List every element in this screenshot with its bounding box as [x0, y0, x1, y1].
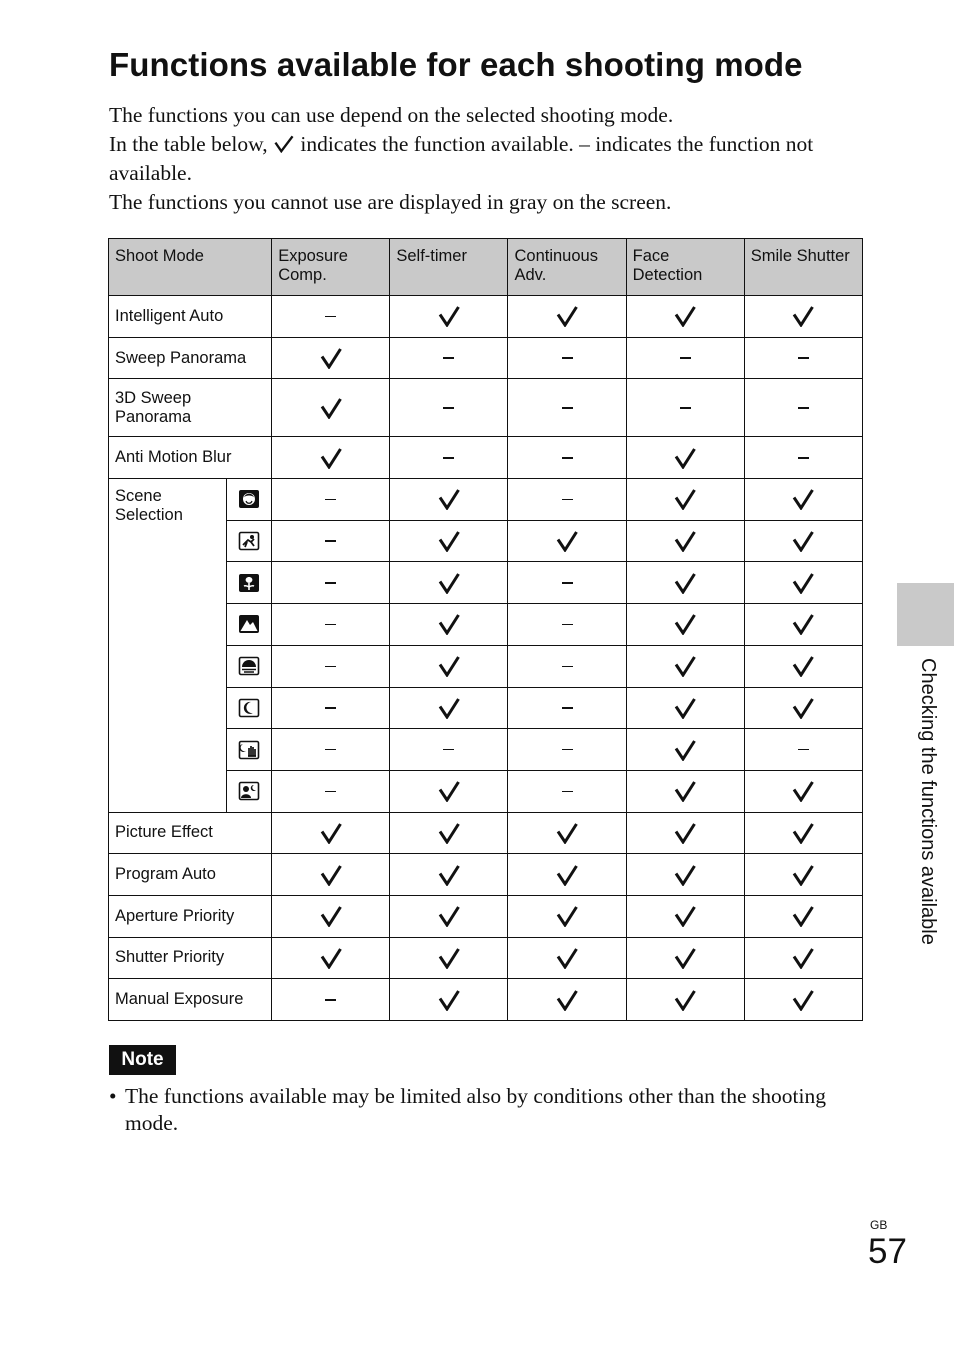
mode-name-cell: Aperture Priority [109, 895, 272, 937]
dash-mark [798, 457, 809, 459]
value-cell [744, 562, 862, 604]
table-row [109, 437, 863, 479]
region-code: GB [870, 1218, 888, 1232]
check-mark-icon [437, 947, 461, 969]
check-mark-icon [791, 780, 815, 802]
dash-mark [325, 707, 336, 709]
mode-name-cell: Manual Exposure [109, 979, 272, 1021]
value-cell [390, 937, 508, 979]
value-cell [508, 812, 626, 854]
handheld-twilight-scene-icon [238, 740, 260, 760]
dash-mark [562, 749, 573, 751]
value-cell [626, 895, 744, 937]
value-cell [272, 437, 390, 479]
value-cell [508, 604, 626, 646]
night-scene-icon [238, 698, 260, 718]
value-cell [508, 979, 626, 1021]
check-mark-icon [673, 864, 697, 886]
dash-mark [443, 357, 454, 359]
value-cell [390, 895, 508, 937]
check-mark-icon [437, 780, 461, 802]
check-mark-icon [673, 989, 697, 1011]
dash-mark [325, 749, 336, 751]
check-mark-icon [673, 739, 697, 761]
table-row [109, 479, 863, 521]
value-cell [626, 520, 744, 562]
check-mark-icon [319, 822, 343, 844]
table-header-row [109, 239, 863, 296]
value-cell [390, 687, 508, 729]
value-cell [508, 729, 626, 771]
value-cell [390, 812, 508, 854]
scene-icon-cell [227, 479, 272, 521]
value-cell [744, 604, 862, 646]
value-cell [744, 520, 862, 562]
mode-name-cell: Program Auto [109, 854, 272, 896]
value-cell [272, 604, 390, 646]
value-cell [272, 895, 390, 937]
dash-mark [798, 407, 809, 409]
column-header: Exposure Comp. [272, 239, 390, 296]
check-mark-icon [555, 947, 579, 969]
dash-mark [325, 499, 336, 501]
value-cell [508, 895, 626, 937]
intro-line-2 [109, 130, 869, 188]
side-section-label: Checking the functions available [917, 658, 939, 945]
dash-mark [798, 357, 809, 359]
check-mark-icon [673, 697, 697, 719]
table-row [109, 812, 863, 854]
value-cell [390, 854, 508, 896]
value-cell [390, 770, 508, 812]
value-cell [390, 479, 508, 521]
dash-mark [325, 540, 336, 542]
value-cell [744, 770, 862, 812]
check-mark-icon [437, 530, 461, 552]
value-cell [744, 479, 862, 521]
scene-icon-cell [227, 562, 272, 604]
dash-mark [325, 999, 336, 1001]
value-cell [272, 337, 390, 379]
mode-name-cell: Intelligent Auto [109, 296, 272, 338]
value-cell [272, 296, 390, 338]
check-mark-icon [673, 905, 697, 927]
value-cell [626, 437, 744, 479]
note-badge: Note [109, 1045, 176, 1075]
dash-mark [562, 707, 573, 709]
night-portrait-scene-icon [238, 781, 260, 801]
check-mark-icon [319, 864, 343, 886]
intro-line-2-start: In the table below, [109, 132, 273, 156]
value-cell [272, 729, 390, 771]
mode-name-cell: Anti Motion Blur [109, 437, 272, 479]
check-mark-icon [791, 655, 815, 677]
value-cell [390, 645, 508, 687]
check-mark-icon [673, 305, 697, 327]
landscape-scene-icon [238, 614, 260, 634]
scene-icon-cell [227, 687, 272, 729]
table-row [109, 854, 863, 896]
note-text: The functions available may be limited also by conditions other than the shooting mode. [125, 1084, 826, 1135]
value-cell [626, 854, 744, 896]
value-cell [626, 645, 744, 687]
value-cell [626, 562, 744, 604]
check-mark-icon [673, 613, 697, 635]
scene-icon-cell [227, 729, 272, 771]
check-mark-icon [319, 397, 343, 419]
value-cell [626, 479, 744, 521]
value-cell [272, 562, 390, 604]
value-cell [626, 337, 744, 379]
check-mark-icon [673, 780, 697, 802]
note-item [109, 1083, 863, 1137]
check-mark-icon [791, 864, 815, 886]
dash-mark [443, 407, 454, 409]
value-cell [272, 854, 390, 896]
value-cell [272, 520, 390, 562]
value-cell [390, 437, 508, 479]
functions-table [108, 238, 863, 1021]
value-cell [744, 437, 862, 479]
dash-mark [325, 624, 336, 626]
dash-mark [325, 316, 336, 318]
table-row [109, 379, 863, 437]
dash-mark [443, 749, 454, 751]
check-mark-icon [437, 822, 461, 844]
value-cell [744, 812, 862, 854]
value-cell [508, 379, 626, 437]
value-cell [626, 729, 744, 771]
check-mark-icon [791, 305, 815, 327]
dash-mark [562, 791, 573, 793]
check-mark-icon [273, 135, 295, 153]
mode-name-cell: Shutter Priority [109, 937, 272, 979]
value-cell [508, 437, 626, 479]
value-cell [272, 770, 390, 812]
value-cell [272, 645, 390, 687]
dash-mark [325, 791, 336, 793]
dash-mark [562, 624, 573, 626]
value-cell [744, 337, 862, 379]
intro-line-3: The functions you cannot use are displayed in gray on the screen. [109, 190, 672, 214]
value-cell [508, 337, 626, 379]
check-mark-icon [319, 447, 343, 469]
value-cell [390, 379, 508, 437]
dash-mark [562, 457, 573, 459]
intro-line-2-end: indicates the function available. – indicates the function not available. [109, 132, 814, 185]
dash-mark [562, 499, 573, 501]
macro-scene-icon [238, 573, 260, 593]
value-cell [390, 296, 508, 338]
check-mark-icon [673, 572, 697, 594]
page-number: 57 [868, 1232, 907, 1271]
check-mark-icon [319, 347, 343, 369]
mode-name-cell: 3D Sweep Panorama [109, 379, 272, 437]
check-mark-icon [673, 488, 697, 510]
dash-mark [325, 666, 336, 668]
sports-action-scene-icon [238, 531, 260, 551]
value-cell [508, 296, 626, 338]
scene-selection-label: Scene Selection [109, 479, 227, 813]
value-cell [508, 687, 626, 729]
check-mark-icon [673, 947, 697, 969]
scene-icon-cell [227, 645, 272, 687]
check-mark-icon [437, 305, 461, 327]
scene-icon-cell [227, 604, 272, 646]
check-mark-icon [319, 905, 343, 927]
value-cell [744, 379, 862, 437]
value-cell [508, 479, 626, 521]
check-mark-icon [555, 822, 579, 844]
dash-mark [680, 357, 691, 359]
check-mark-icon [555, 864, 579, 886]
value-cell [744, 729, 862, 771]
check-mark-icon [437, 655, 461, 677]
header-shoot-mode: Shoot Mode [109, 239, 272, 296]
check-mark-icon [673, 655, 697, 677]
column-header: Continuous Adv. [508, 239, 626, 296]
table-row [109, 979, 863, 1021]
value-cell [508, 937, 626, 979]
dash-mark [443, 457, 454, 459]
table-row [109, 937, 863, 979]
value-cell [744, 687, 862, 729]
check-mark-icon [437, 488, 461, 510]
table-body [109, 296, 863, 1021]
value-cell [272, 687, 390, 729]
value-cell [508, 645, 626, 687]
value-cell [626, 812, 744, 854]
value-cell [626, 687, 744, 729]
value-cell [390, 562, 508, 604]
check-mark-icon [673, 822, 697, 844]
check-mark-icon [319, 947, 343, 969]
check-mark-icon [437, 905, 461, 927]
value-cell [508, 520, 626, 562]
value-cell [390, 520, 508, 562]
check-mark-icon [555, 305, 579, 327]
value-cell [272, 937, 390, 979]
value-cell [390, 604, 508, 646]
dash-mark [680, 407, 691, 409]
scene-icon-cell [227, 520, 272, 562]
intro-text [109, 101, 869, 217]
check-mark-icon [791, 905, 815, 927]
dash-mark [562, 666, 573, 668]
sunset-scene-icon [238, 656, 260, 676]
value-cell [626, 379, 744, 437]
dash-mark [325, 582, 336, 584]
mode-name-cell: Picture Effect [109, 812, 272, 854]
table-row [109, 895, 863, 937]
side-section-tab [897, 583, 954, 646]
dash-mark [798, 749, 809, 751]
value-cell [272, 812, 390, 854]
check-mark-icon [673, 530, 697, 552]
value-cell [626, 770, 744, 812]
value-cell [744, 296, 862, 338]
value-cell [744, 895, 862, 937]
check-mark-icon [555, 905, 579, 927]
value-cell [508, 770, 626, 812]
dash-mark [562, 407, 573, 409]
value-cell [390, 979, 508, 1021]
check-mark-icon [791, 613, 815, 635]
check-mark-icon [673, 447, 697, 469]
value-cell [272, 479, 390, 521]
value-cell [272, 379, 390, 437]
value-cell [744, 854, 862, 896]
value-cell [508, 562, 626, 604]
column-header: Self-timer [390, 239, 508, 296]
value-cell [744, 979, 862, 1021]
check-mark-icon [555, 989, 579, 1011]
check-mark-icon [791, 572, 815, 594]
table-row [109, 337, 863, 379]
value-cell [744, 645, 862, 687]
check-mark-icon [437, 572, 461, 594]
table-row [109, 296, 863, 338]
check-mark-icon [791, 822, 815, 844]
check-mark-icon [437, 697, 461, 719]
page-title: Functions available for each shooting mode [109, 46, 803, 83]
value-cell [508, 854, 626, 896]
value-cell [272, 979, 390, 1021]
check-mark-icon [791, 488, 815, 510]
value-cell [744, 937, 862, 979]
value-cell [626, 296, 744, 338]
value-cell [626, 937, 744, 979]
dash-mark [562, 357, 573, 359]
scene-icon-cell [227, 770, 272, 812]
check-mark-icon [791, 947, 815, 969]
check-mark-icon [437, 613, 461, 635]
check-mark-icon [791, 530, 815, 552]
check-mark-icon [437, 864, 461, 886]
check-mark-icon [555, 530, 579, 552]
value-cell [626, 979, 744, 1021]
intro-line-1: The functions you can use depend on the selected shooting mode. [109, 103, 674, 127]
dash-mark [562, 582, 573, 584]
value-cell [626, 604, 744, 646]
column-header: Smile Shutter [744, 239, 862, 296]
check-mark-icon [791, 989, 815, 1011]
column-header: Face Detection [626, 239, 744, 296]
mode-name-cell: Sweep Panorama [109, 337, 272, 379]
portrait-scene-icon [238, 489, 260, 509]
value-cell [390, 729, 508, 771]
value-cell [390, 337, 508, 379]
check-mark-icon [437, 989, 461, 1011]
check-mark-icon [791, 697, 815, 719]
bullet-dot: • [109, 1084, 117, 1108]
